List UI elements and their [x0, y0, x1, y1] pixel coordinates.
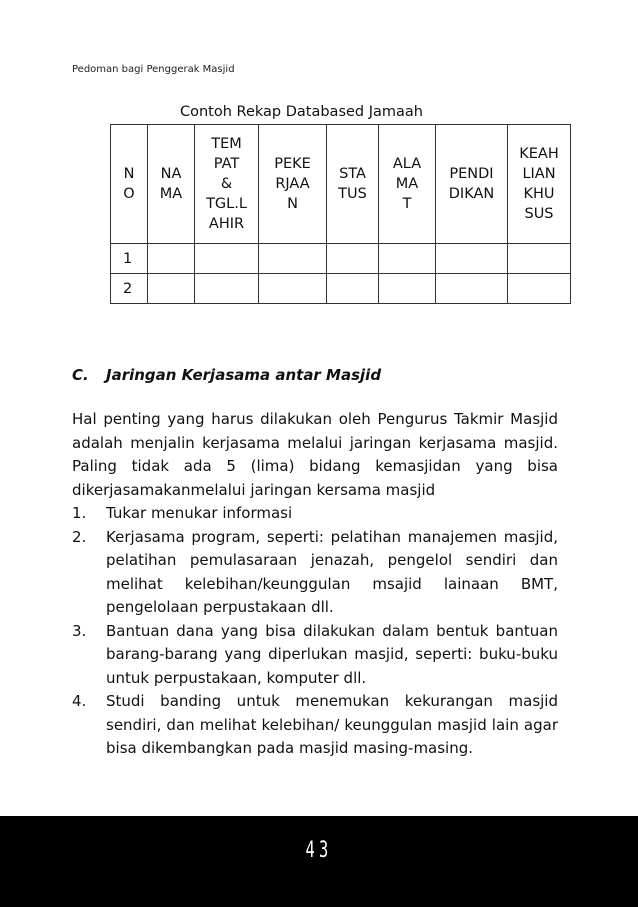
list-item-number: 4. — [72, 692, 87, 710]
table-cell — [436, 274, 508, 304]
table-cell — [259, 274, 327, 304]
page-number: 43 — [305, 838, 333, 863]
table-cell — [259, 244, 327, 274]
col-header-no: N O — [111, 125, 148, 244]
rekap-table — [110, 124, 571, 304]
table-row — [111, 244, 571, 274]
section-letter: C. — [72, 366, 89, 384]
col-header-status: STA TUS — [327, 125, 379, 244]
list-item-text: Tukar menukar informasi — [106, 504, 293, 522]
table-cell — [379, 274, 436, 304]
intro-paragraph: Hal penting yang harus dilakukan oleh Pengurus Takmir Masjid adalah menjalin kerjasama melalui jaringan kerjasama masjid. Paling tidak ada 5 (lima) bidang kemasjidan yang bisa dikerjasamakanmelalui jaringan kersama masjid — [72, 410, 558, 499]
body-text — [72, 408, 558, 761]
col-header-pekerjaan: PEKE RJAA N — [259, 125, 327, 244]
table-cell — [195, 244, 259, 274]
table-cell — [327, 244, 379, 274]
list-item — [72, 690, 558, 761]
table-cell — [379, 244, 436, 274]
list-item — [72, 526, 558, 620]
running-header: Pedoman bagi Penggerak Masjid — [72, 64, 235, 75]
list-item — [72, 502, 558, 526]
footer-band — [0, 816, 638, 907]
col-header-keahlian-khusus: KEAH LIAN KHU SUS — [508, 125, 571, 244]
table-cell — [436, 244, 508, 274]
col-header-pendidikan: PENDI DIKAN — [436, 125, 508, 244]
table-cell — [148, 274, 195, 304]
table-cell — [508, 244, 571, 274]
col-header-alamat: ALA MA T — [379, 125, 436, 244]
list-item-text: Studi banding untuk menemukan kekurangan masjid sendiri, dan melihat kelebihan/ keunggulan masjid lain agar bisa dikembangkan pada masjid masing-masing. — [106, 692, 558, 757]
list-item — [72, 620, 558, 691]
table-cell — [327, 274, 379, 304]
table-header-row — [111, 125, 571, 244]
list-item-text: Kerjasama program, seperti: pelatihan manajemen masjid, pelatihan pemulasaraan jenazah, pengelol sendiri dan melihat kelebihan/keunggulan msajid lainaan BMT, pengelolaan perpustakaan dll. — [106, 527, 558, 616]
table-row — [111, 274, 571, 304]
cooperation-list — [72, 502, 558, 761]
col-header-tempat-tgl-lahir: TEM PAT & TGL.L AHIR — [195, 125, 259, 244]
list-item-number: 3. — [72, 621, 87, 640]
table-cell — [195, 274, 259, 304]
table-cell: 1 — [111, 244, 148, 274]
table-cell — [148, 244, 195, 274]
section-heading — [72, 366, 381, 384]
list-item-number: 1. — [72, 504, 87, 522]
table-cell — [508, 274, 571, 304]
section-title: Jaringan Kerjasama antar Masjid — [106, 366, 382, 384]
table-caption: Contoh Rekap Databased Jamaah — [180, 104, 423, 120]
list-item-number: 2. — [72, 527, 87, 546]
col-header-nama: NA MA — [148, 125, 195, 244]
list-item-text: Bantuan dana yang bisa dilakukan dalam bentuk bantuan barang-barang yang diperlukan masjid, seperti: buku-buku untuk perpustakaan, komputer dll. — [106, 621, 558, 687]
table-cell: 2 — [111, 274, 148, 304]
